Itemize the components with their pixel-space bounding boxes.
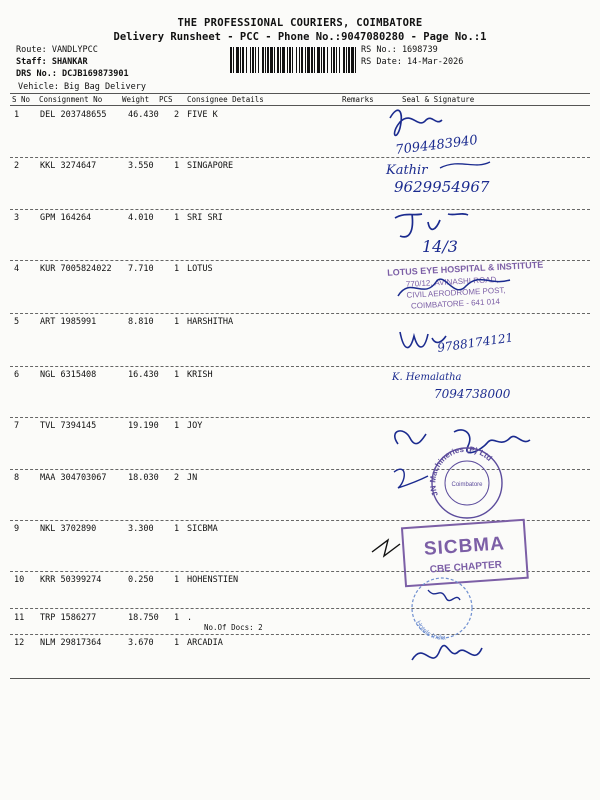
signature-2-flourish (440, 162, 490, 168)
jn-stamp-center: Coimbatore (451, 482, 483, 488)
signature-8 (394, 469, 428, 488)
jn-stamp-ring-text: JN Machineries (P) Ltd (428, 444, 494, 498)
barcode-bar (250, 47, 251, 73)
barcode (230, 47, 358, 73)
barcode-bar (246, 47, 247, 73)
row-weight-9: 3.300 (128, 524, 154, 534)
row-weight-6: 16.430 (128, 370, 159, 380)
row-consignee-2: SINGAPORE (187, 161, 234, 171)
barcode-bar (262, 47, 264, 73)
vehicle-label: Vehicle: Big Bag Delivery (18, 82, 146, 92)
barcode-bar (270, 47, 273, 73)
row-sno-6: 6 (14, 370, 20, 380)
row-consignee-11: . (187, 613, 193, 623)
row-consignee-10: HOHENSTIEN (187, 575, 239, 585)
signature-5-phone: 9788174121 (436, 330, 515, 355)
col-remarks: Remarks (342, 95, 374, 104)
row-weight-8: 18.030 (128, 473, 159, 483)
barcode-bar (258, 47, 259, 73)
signature-3 (395, 214, 468, 237)
signature-6-phone: 7094738000 (434, 387, 511, 401)
signature-10 (428, 590, 460, 601)
barcode-bar (305, 47, 306, 73)
col-seal-signature: Seal & Signature (402, 95, 475, 104)
barcode-bar (336, 47, 337, 73)
runsheet-subtitle: Delivery Runsheet - PCC - Phone No.:9047080280 - Page No.:1 (113, 31, 487, 43)
signatures-area (370, 100, 595, 685)
row-sno-10: 10 (14, 575, 25, 585)
row-sno-1: 1 (14, 110, 20, 120)
barcode-bar (317, 47, 320, 73)
barcode-bar (299, 47, 300, 73)
signature-2-name: Kathir (386, 163, 428, 178)
barcode-bar (343, 47, 345, 73)
row-pcs-5: 1 (174, 317, 180, 327)
row-weight-3: 4.010 (128, 213, 154, 223)
lotus-stamp-line4: COIMBATORE - 641 014 (410, 296, 501, 311)
barcode-bar (331, 47, 332, 73)
rs-number: RS No.: 1698739 (361, 45, 438, 55)
row-consignee-6: KRISH (187, 370, 213, 380)
barcode-bar (267, 47, 269, 73)
row-pcs-3: 1 (174, 213, 180, 223)
barcode-bar (321, 47, 322, 73)
sicbma-stamp (402, 520, 528, 586)
drs-label: DRS No.: DCJB169873901 (16, 69, 129, 79)
row-sno-2: 2 (14, 161, 20, 171)
col-consignee: Consignee Details (187, 95, 264, 104)
row-sno-11: 11 (14, 613, 25, 623)
barcode-bar (311, 47, 313, 73)
row-consignee-5: HARSHITHA (187, 317, 234, 327)
row-pcs-6: 1 (174, 370, 180, 380)
row-consignment-no-4: KUR 7005824022 (40, 264, 112, 274)
route-label: Route: VANDLYPCC (16, 45, 98, 55)
barcode-bar (314, 47, 315, 73)
barcode-bar (301, 47, 303, 73)
barcode-bar (255, 47, 256, 73)
signature-2-phone: 9629954967 (394, 178, 490, 196)
lotus-stamp-line1: LOTUS EYE HOSPITAL & INSTITUTE (386, 259, 544, 278)
row-consignee-4: LOTUS (187, 264, 213, 274)
barcode-bar (323, 47, 325, 73)
row-sno-4: 4 (14, 264, 20, 274)
barcode-bar (307, 47, 310, 73)
hotels-stamp (412, 578, 472, 642)
rs-date: RS Date: 14-Mar-2026 (361, 57, 464, 67)
row-pcs-2: 1 (174, 161, 180, 171)
row-consignment-no-10: KRR 50399274 (40, 575, 102, 585)
barcode-bar (348, 47, 350, 73)
barcode-bar (265, 47, 266, 73)
col-sno: S No (12, 95, 31, 104)
barcode-bar (289, 47, 291, 73)
row-pcs-9: 1 (174, 524, 180, 534)
barcode-bar (252, 47, 254, 73)
sicbma-stamp-subtitle: CBE CHAPTER (429, 559, 503, 576)
barcode-bar (287, 47, 288, 73)
signature-3-date: 14/3 (422, 237, 458, 256)
row-consignee-12: ARCADIA (187, 638, 223, 648)
col-consignment: Consignment No (39, 95, 103, 104)
signature-9 (372, 540, 400, 556)
sicbma-stamp-title: SICBMA (423, 533, 506, 560)
col-pcs: PCS (159, 95, 173, 104)
col-weight: Weight (122, 95, 150, 104)
row-weight-2: 3.550 (128, 161, 154, 171)
row-consignee-7: JOY (187, 421, 203, 431)
row-weight-5: 8.810 (128, 317, 154, 327)
barcode-bar (236, 47, 239, 73)
row-weight-1: 46.430 (128, 110, 159, 120)
row-pcs-12: 1 (174, 638, 180, 648)
row-sno-9: 9 (14, 524, 20, 534)
row-pcs-4: 1 (174, 264, 180, 274)
row-weight-10: 0.250 (128, 575, 154, 585)
row-weight-4: 7.710 (128, 264, 154, 274)
row-pcs-8: 2 (174, 473, 180, 483)
row-consignment-no-12: NLM 29817364 (40, 638, 102, 648)
company-title: THE PROFESSIONAL COURIERS, COIMBATORE (177, 17, 423, 29)
signature-1 (390, 110, 442, 135)
row-pcs-11: 1 (174, 613, 180, 623)
barcode-bar (327, 47, 328, 73)
row-sno-5: 5 (14, 317, 20, 327)
lotus-stamp-line3: CIVIL AERODROME POST, (406, 285, 506, 300)
row-sno-12: 12 (14, 638, 25, 648)
row-sno-8: 8 (14, 473, 20, 483)
row-consignment-no-2: KKL 3274647 (40, 161, 97, 171)
row-pcs-10: 1 (174, 575, 180, 585)
barcode-bar (355, 47, 356, 73)
row-pcs-7: 1 (174, 421, 180, 431)
barcode-bar (339, 47, 340, 73)
row-sno-3: 3 (14, 213, 20, 223)
signature-1-phone: 7094483940 (394, 133, 479, 158)
barcode-bar (292, 47, 293, 73)
barcode-bar (277, 47, 279, 73)
row-consignment-no-1: DEL 203748655 (40, 110, 107, 120)
docs-count-note: No.Of Docs: 2 (204, 623, 263, 632)
row-consignment-no-11: TRP 1586277 (40, 613, 97, 623)
staff-label: Staff: SHANKAR (16, 57, 88, 67)
barcode-bar (346, 47, 347, 73)
row-sno-7: 7 (14, 421, 20, 431)
barcode-bar (296, 47, 297, 73)
row-consignment-no-8: MAA 304703067 (40, 473, 107, 483)
header-rule (10, 93, 590, 94)
row-weight-11: 18.750 (128, 613, 159, 623)
barcode-bar (282, 47, 285, 73)
row-consignee-8: JN (187, 473, 198, 483)
barcode-bar (230, 47, 232, 73)
row-consignment-no-6: NGL 6315408 (40, 370, 97, 380)
hotels-stamp-text: Hotels India (414, 619, 446, 642)
row-consignment-no-9: NKL 3702890 (40, 524, 97, 534)
barcode-bar (240, 47, 241, 73)
barcode-bar (274, 47, 275, 73)
row-consignee-9: SICBMA (187, 524, 218, 534)
barcode-bar (333, 47, 335, 73)
signature-6-name: K. Hemalatha (392, 372, 462, 383)
row-weight-12: 3.670 (128, 638, 154, 648)
row-pcs-1: 2 (174, 110, 180, 120)
row-consignment-no-3: GPM 164264 (40, 213, 92, 223)
barcode-bar (351, 47, 354, 73)
row-consignment-no-7: TVL 7394145 (40, 421, 97, 431)
barcode-bar (233, 47, 234, 73)
jn-stamp (428, 445, 502, 518)
signature-12 (412, 646, 482, 660)
barcode-bar (280, 47, 281, 73)
row-weight-7: 19.190 (128, 421, 159, 431)
barcode-bar (242, 47, 244, 73)
lotus-stamp-line2: 770/12, AVINASHI ROAD, (405, 274, 499, 289)
row-consignee-1: FIVE K (187, 110, 218, 120)
row-consignee-3: SRI SRI (187, 213, 223, 223)
row-consignment-no-5: ART 1985991 (40, 317, 97, 327)
